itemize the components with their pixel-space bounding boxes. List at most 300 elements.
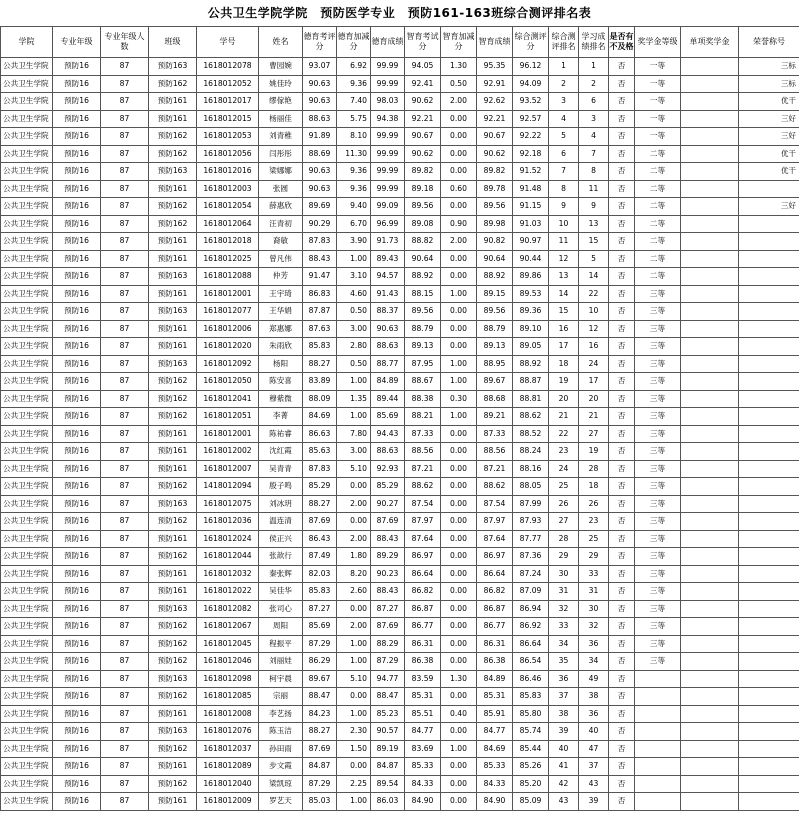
table-row [1,58,799,76]
table-cell: 1618012008 [197,705,259,723]
table-row [1,443,799,461]
table-cell: 85.69 [371,408,405,426]
table-cell: 85.23 [371,705,405,723]
table-cell: 吴佳华 [259,583,303,601]
table-cell: 87 [101,233,149,251]
table-cell [739,548,799,566]
table-cell: 1.50 [337,740,371,758]
table-cell: 公共卫生学院 [1,565,53,583]
table-cell: 88.62 [513,408,549,426]
table-cell: 预防16 [53,775,101,793]
table-cell: 三好 [739,198,799,216]
table-cell: 缪傢艳 [259,93,303,111]
table-cell: 2 [579,75,609,93]
table-cell [739,565,799,583]
column-header: 班级 [149,27,197,58]
table-cell: 1618012092 [197,355,259,373]
table-cell [681,268,739,286]
table-cell: 预防162 [149,548,197,566]
column-header: 学号 [197,27,259,58]
table-cell: 预防16 [53,163,101,181]
table-cell: 89.44 [371,390,405,408]
table-cell: 93.52 [513,93,549,111]
table-cell [739,285,799,303]
table-cell: 否 [609,320,635,338]
table-cell: 88.27 [303,355,337,373]
table-cell: 24 [579,355,609,373]
table-cell: 99.99 [371,163,405,181]
table-row [1,215,799,233]
table-cell: 公共卫生学院 [1,320,53,338]
table-cell [739,653,799,671]
table-cell: 86.97 [477,548,513,566]
table-cell: 预防161 [149,93,197,111]
table-cell: 刘青稚 [259,128,303,146]
table-cell: 预防16 [53,495,101,513]
table-cell: 87.99 [513,495,549,513]
table-cell: 三等 [635,460,681,478]
table-cell: 88.27 [303,723,337,741]
table-cell: 0.00 [441,635,477,653]
table-cell: 否 [609,460,635,478]
table-cell: 36 [579,635,609,653]
table-cell: 84.23 [303,705,337,723]
table-cell: 0.00 [441,460,477,478]
table-cell: 1618012041 [197,390,259,408]
table-cell: 0.00 [337,688,371,706]
table-cell: 38 [549,705,579,723]
table-cell: 47 [579,740,609,758]
table-cell: 1.00 [337,793,371,811]
table-cell: 1618012001 [197,425,259,443]
table-cell: 否 [609,425,635,443]
table-cell: 89.56 [477,198,513,216]
table-cell: 88.69 [303,145,337,163]
table-cell: 公共卫生学院 [1,75,53,93]
table-cell: 99.99 [371,145,405,163]
table-cell: 否 [609,583,635,601]
table-cell: 0.00 [441,495,477,513]
table-cell: 87 [101,513,149,531]
table-cell: 0.50 [337,355,371,373]
table-cell: 三等 [635,565,681,583]
table-cell: 1.30 [441,58,477,76]
table-cell: 87.63 [303,320,337,338]
table-cell: 88.37 [371,303,405,321]
table-cell: 11.30 [337,145,371,163]
table-cell: 86.31 [405,635,441,653]
table-row [1,110,799,128]
table-cell: 88.87 [513,373,549,391]
table-cell: 公共卫生学院 [1,478,53,496]
table-cell: 否 [609,198,635,216]
table-row [1,355,799,373]
table-cell: 30 [549,565,579,583]
table-cell: 86.77 [405,618,441,636]
table-cell: 89.29 [371,548,405,566]
table-cell: 26 [579,495,609,513]
table-cell: 85.20 [513,775,549,793]
table-cell [681,93,739,111]
table-cell: 85.83 [303,338,337,356]
table-cell [681,653,739,671]
table-cell: 陈祐睿 [259,425,303,443]
table-cell: 预防16 [53,355,101,373]
column-header: 智育加减分 [441,27,477,58]
column-header: 荣誉称号 [739,27,799,58]
table-cell [681,215,739,233]
table-cell: 89.19 [371,740,405,758]
table-cell: 89.67 [477,373,513,391]
table-cell: 预防16 [53,740,101,758]
table-cell: 预防163 [149,268,197,286]
table-cell: 公共卫生学院 [1,215,53,233]
table-cell: 94.77 [371,670,405,688]
table-cell: 否 [609,495,635,513]
table-row [1,775,799,793]
table-cell: 6.92 [337,58,371,76]
table-cell: 1618012085 [197,688,259,706]
table-cell: 40 [549,740,579,758]
table-cell: 90.63 [303,93,337,111]
table-cell: 85.69 [303,618,337,636]
table-cell: 杨阳 [259,355,303,373]
table-cell: 1618012037 [197,740,259,758]
table-cell: 8.20 [337,565,371,583]
table-cell: 21 [579,408,609,426]
table-row [1,723,799,741]
table-cell: 94.05 [405,58,441,76]
table-cell: 5 [549,128,579,146]
table-cell: 预防16 [53,653,101,671]
table-cell: 0.50 [441,75,477,93]
table-row [1,793,799,811]
table-cell: 张圆 [259,180,303,198]
table-cell: 88.68 [477,390,513,408]
table-cell: 89.86 [513,268,549,286]
table-cell: 13 [579,215,609,233]
table-row [1,548,799,566]
table-cell: 87 [101,163,149,181]
table-cell: 87 [101,285,149,303]
table-cell: 86.31 [477,635,513,653]
table-cell: 34 [549,635,579,653]
table-cell: 预防163 [149,355,197,373]
table-cell: 公共卫生学院 [1,635,53,653]
table-cell: 预防161 [149,180,197,198]
table-cell: 26 [549,495,579,513]
table-cell: 90.82 [477,233,513,251]
table-cell [681,618,739,636]
table-cell: 3 [549,93,579,111]
table-cell: 29 [549,548,579,566]
table-cell [681,338,739,356]
table-row [1,740,799,758]
table-cell: 预防16 [53,793,101,811]
table-cell: 89.82 [405,163,441,181]
table-cell: 0.90 [441,215,477,233]
table-cell: 0.00 [337,600,371,618]
table-cell: 1618012054 [197,198,259,216]
table-cell: 89.36 [513,303,549,321]
table-cell [681,110,739,128]
table-cell: 90.64 [405,250,441,268]
table-cell: 否 [609,338,635,356]
table-cell: 84.89 [371,373,405,391]
table-cell: 温连清 [259,513,303,531]
table-cell: 96.12 [513,58,549,76]
table-cell: 14 [549,285,579,303]
table-cell: 否 [609,793,635,811]
table-cell: 87 [101,75,149,93]
table-cell: 1.00 [337,653,371,671]
table-cell [681,793,739,811]
table-cell: 87 [101,320,149,338]
table-cell: 否 [609,688,635,706]
table-cell: 1618012036 [197,513,259,531]
table-cell: 0.00 [441,425,477,443]
table-cell: 87 [101,705,149,723]
table-cell: 90.27 [371,495,405,513]
table-cell: 87 [101,793,149,811]
table-cell: 李菁 [259,408,303,426]
table-cell: 王华娟 [259,303,303,321]
table-cell: 否 [609,653,635,671]
table-cell: 三等 [635,338,681,356]
table-cell: 91.15 [513,198,549,216]
table-cell: 38 [579,688,609,706]
table-cell: 预防16 [53,548,101,566]
table-cell: 预防16 [53,373,101,391]
table-cell: 否 [609,355,635,373]
table-cell: 否 [609,548,635,566]
table-cell: 42 [549,775,579,793]
table-cell: 预防162 [149,513,197,531]
table-cell: 郑惠娜 [259,320,303,338]
table-cell: 1618012007 [197,460,259,478]
table-cell: 88.63 [303,110,337,128]
table-cell: 闫彤彤 [259,145,303,163]
table-cell: 84.90 [477,793,513,811]
table-cell: 84.77 [477,723,513,741]
table-cell: 87 [101,653,149,671]
table-cell: 84.33 [477,775,513,793]
table-cell: 91.89 [303,128,337,146]
table-cell: 曾凡伟 [259,250,303,268]
table-cell [681,635,739,653]
table-cell: 88.24 [513,443,549,461]
table-cell: 18 [549,355,579,373]
table-cell: 二等 [635,268,681,286]
table-cell: 87 [101,390,149,408]
table-cell: 90.63 [303,163,337,181]
table-cell: 预防161 [149,250,197,268]
table-cell: 25 [549,478,579,496]
table-cell: 公共卫生学院 [1,425,53,443]
table-cell: 4 [549,110,579,128]
table-cell: 预防16 [53,530,101,548]
table-cell: 49 [579,670,609,688]
column-header: 智育成绩 [477,27,513,58]
table-cell: 公共卫生学院 [1,618,53,636]
table-cell: 三等 [635,600,681,618]
table-cell: 公共卫生学院 [1,58,53,76]
table-cell: 87.69 [371,618,405,636]
table-cell: 公共卫生学院 [1,723,53,741]
table-cell: 0.50 [337,303,371,321]
table-cell: 预防162 [149,390,197,408]
table-cell: 12 [579,320,609,338]
table-cell: 公共卫生学院 [1,233,53,251]
table-cell: 88.79 [477,320,513,338]
table-row [1,565,799,583]
table-cell: 三等 [635,425,681,443]
table-cell: 89.05 [513,338,549,356]
table-cell: 85.91 [477,705,513,723]
table-cell: 88.52 [513,425,549,443]
table-cell: 否 [609,723,635,741]
table-cell: 88.62 [477,478,513,496]
table-cell: 84.77 [405,723,441,741]
table-cell: 1618012046 [197,653,259,671]
table-cell: 87.29 [303,635,337,653]
table-cell: 15 [549,303,579,321]
table-cell: 39 [549,723,579,741]
table-cell: 88.92 [405,268,441,286]
table-cell: 1 [549,58,579,76]
table-cell: 20 [579,390,609,408]
table-cell: 83.89 [303,373,337,391]
table-cell [739,723,799,741]
table-cell: 91.73 [371,233,405,251]
table-cell: 87.49 [303,548,337,566]
table-row [1,688,799,706]
table-cell: 34 [579,653,609,671]
table-cell [739,320,799,338]
table-cell: 预防16 [53,635,101,653]
table-cell: 85.31 [405,688,441,706]
table-row [1,180,799,198]
table-cell: 2.00 [337,618,371,636]
table-cell: 89.08 [405,215,441,233]
table-cell: 31 [549,583,579,601]
table-cell: 1618012024 [197,530,259,548]
table-cell: 0.00 [441,793,477,811]
table-cell: 87 [101,600,149,618]
table-cell: 预防161 [149,443,197,461]
table-cell: 32 [579,618,609,636]
table-cell: 88.81 [513,390,549,408]
table-cell [681,775,739,793]
table-cell [681,390,739,408]
table-cell: 0.00 [441,110,477,128]
table-cell: 87 [101,443,149,461]
table-cell: 89.43 [371,250,405,268]
table-cell: 94.57 [371,268,405,286]
table-cell: 预防16 [53,460,101,478]
table-cell: 优干 [739,145,799,163]
table-cell: 1.00 [441,408,477,426]
table-cell: 张司心 [259,600,303,618]
table-cell: 85.51 [405,705,441,723]
table-cell: 87.21 [477,460,513,478]
table-cell: 二等 [635,198,681,216]
table-cell: 预防162 [149,775,197,793]
table-cell: 公共卫生学院 [1,740,53,758]
table-cell: 2 [549,75,579,93]
table-cell: 否 [609,705,635,723]
table-cell: 87 [101,180,149,198]
table-cell: 沈红霞 [259,443,303,461]
table-cell: 否 [609,180,635,198]
table-cell: 薛惠欣 [259,198,303,216]
table-cell: 公共卫生学院 [1,390,53,408]
table-cell: 否 [609,58,635,76]
table-cell: 1618012002 [197,443,259,461]
table-cell: 柯宇晨 [259,670,303,688]
table-cell: 预防162 [149,635,197,653]
table-cell: 0.00 [441,320,477,338]
table-cell: 预防162 [149,215,197,233]
table-cell: 84.69 [303,408,337,426]
table-cell [681,425,739,443]
table-cell: 33 [549,618,579,636]
table-cell: 预防16 [53,233,101,251]
table-cell: 0.00 [441,303,477,321]
table-cell [681,583,739,601]
table-row [1,198,799,216]
table-cell: 84.90 [405,793,441,811]
table-row [1,285,799,303]
table-cell [635,758,681,776]
column-header: 姓名 [259,27,303,58]
table-cell: 预防16 [53,145,101,163]
table-cell: 85.26 [513,758,549,776]
table-cell: 5.10 [337,460,371,478]
column-header: 专业年级人数 [101,27,149,58]
table-cell: 曹园婉 [259,58,303,76]
table-cell: 1618012056 [197,145,259,163]
table-cell: 1618012067 [197,618,259,636]
table-row [1,670,799,688]
table-cell: 15 [579,233,609,251]
table-cell: 86.82 [405,583,441,601]
table-row [1,373,799,391]
table-cell [681,565,739,583]
table-cell: 刘丽娃 [259,653,303,671]
table-cell: 1618012032 [197,565,259,583]
table-cell: 公共卫生学院 [1,145,53,163]
table-cell [681,688,739,706]
table-cell [739,180,799,198]
table-cell: 87 [101,250,149,268]
table-cell: 0.00 [441,128,477,146]
table-cell: 87 [101,565,149,583]
table-cell: 1.00 [337,250,371,268]
table-cell: 1618012098 [197,670,259,688]
table-cell: 87.27 [371,600,405,618]
table-cell: 否 [609,513,635,531]
table-cell: 8.10 [337,128,371,146]
column-header: 综合测评排名 [549,27,579,58]
table-cell: 预防16 [53,478,101,496]
table-cell: 二等 [635,145,681,163]
table-cell: 23 [579,513,609,531]
table-cell: 99.99 [371,58,405,76]
table-cell: 预防163 [149,163,197,181]
table-cell: 87 [101,303,149,321]
table-cell [681,303,739,321]
